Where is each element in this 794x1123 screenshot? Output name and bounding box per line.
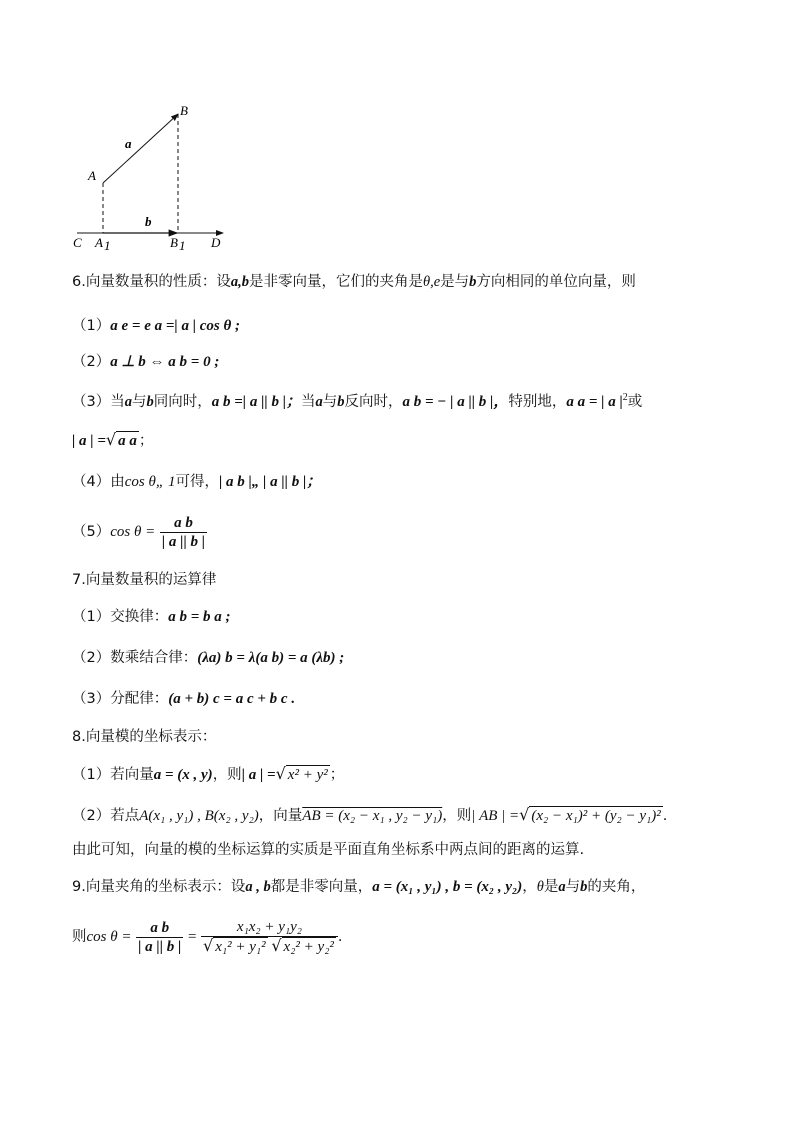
s6-property-3: （3）当a与b同向时，a b =| a || b |；当a与b反向时，a b = − | a || b |，特别地，a a = | a $|^2$或 (72, 392, 643, 410)
s6-property-3-cont: | a | =√ a a ； (72, 430, 154, 449)
s8-line-1: （1）若向量a = (x , y)，则| a | =√ x² + y² ； (72, 764, 345, 783)
label-a-vec: a (125, 136, 132, 151)
label-b: B (180, 103, 188, 118)
s6-property-5: （5）cos θ = $\frac{\text{a b}}{| a || b |}$ (72, 514, 206, 550)
s6-property-4: （4）由cos θ„ 1可得，| a b |„ | a || b |； (72, 474, 322, 490)
s7-rule-1: （1）交换律：a b = b a ; (72, 609, 231, 625)
s8-heading: 8.向量模的坐标表示： (72, 729, 217, 745)
s7-heading: 7.向量数量积的运算律 (72, 572, 217, 588)
label-a1-sub: 1 (104, 238, 111, 250)
s7-rule-2: （2）数乘结合律：(λa) b = λ(a b) = a (λb) ; (72, 650, 345, 666)
label-b-vec: b (145, 214, 152, 229)
s8-line-2: （2）若点A(x₁ , y₁) , B(x₂ , y₂)，向量AB = (x₂ − x₁ , y₂ − y₁)，则| AB | =√ (x₂ − x₁)² + (y₂ − y₁)² . (72, 805, 668, 824)
label-c: C (73, 235, 82, 250)
s6-property-2: （2）a ⊥ b ⇔ a b = 0 ; (72, 354, 220, 370)
s6-heading: 6.向量数量积的性质：设a,b是非零向量，它们的夹角是θ,e是与b方向相同的单位向量，则 (72, 274, 636, 290)
label-b1: B (170, 235, 178, 250)
label-a1: A (95, 235, 103, 250)
vector-a (103, 114, 178, 183)
s6-property-1: （1）a e = e a =| a | cos θ ; (72, 318, 241, 334)
s9-heading: 9.向量夹角的坐标表示：设a , b都是非零向量，a = (x₁ , y₁) , b = (x₂ , y₂)，θ是a与b的夹角， (72, 879, 646, 895)
label-d: D (211, 235, 221, 250)
s9-formula: 则cos θ = $\frac{\text{a b}}{| a || b |}$ = $\frac{\text{x₁x₂ + y₁y₂}}{\text{√ x₁² + y₁² √ x₂² + y₂²}}$ . (72, 919, 343, 955)
label-a-point: A (88, 168, 96, 183)
s8-note: 由此可知，向量的模的坐标运算的实质是平面直角坐标系中两点间的距离的运算. (72, 842, 585, 858)
vector-projection-figure (65, 100, 245, 250)
label-b1-sub: 1 (179, 238, 186, 250)
s7-rule-3: （3）分配律：(a + b) c = a c + b c . (72, 691, 296, 707)
